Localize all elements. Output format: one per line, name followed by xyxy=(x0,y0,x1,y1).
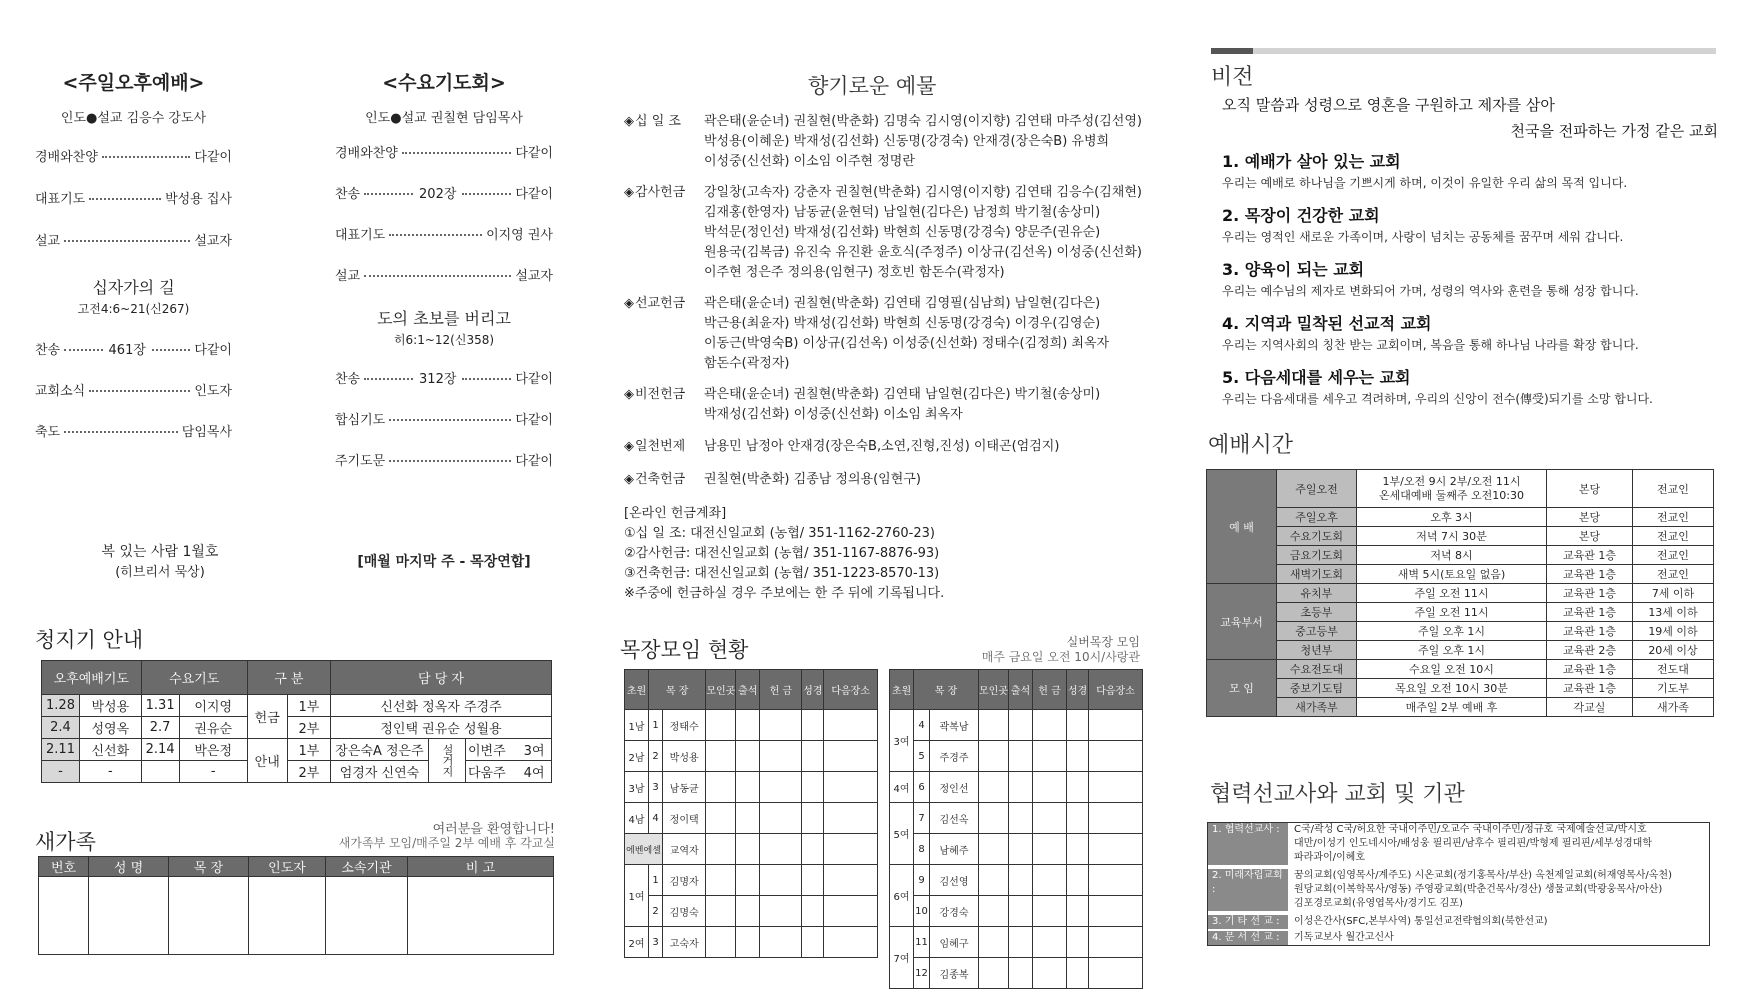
num-cell: 2 xyxy=(649,741,663,772)
leader-cell: 남동균 xyxy=(663,772,706,803)
target-cell: 20세 이상 xyxy=(1633,641,1714,660)
sermon-title: 도의 초보를 버리고 xyxy=(377,309,511,328)
sunday-pm-order xyxy=(35,146,232,249)
col-header: 목 장 xyxy=(914,670,979,710)
order-item xyxy=(35,230,232,249)
order-item xyxy=(335,409,553,428)
num-cell: 2 xyxy=(649,896,663,927)
order-label: 대표기도 xyxy=(35,192,86,207)
time-cell: 수요일 오전 10시 xyxy=(1357,660,1547,679)
offering-list xyxy=(624,112,1144,604)
offering-group xyxy=(624,183,1144,283)
target-cell: 7세 이하 xyxy=(1633,584,1714,603)
time-cell: 목요일 오전 10시 30분 xyxy=(1357,679,1547,698)
order-label: 축도 xyxy=(35,425,61,440)
num-cell: 10 xyxy=(914,896,930,927)
offering-label: ◈ 건축헌금 xyxy=(624,470,704,490)
name-cell: 신선화 xyxy=(80,739,142,761)
vision-text: 우리는 예배로 하나님을 기쁘시게 하며, 이것이 유일한 우리 삶의 목적 입니다. xyxy=(1222,176,1628,190)
time-cell: 주일 오후 1시 xyxy=(1357,641,1547,660)
cho-cell: 2여 xyxy=(625,927,649,958)
offering-label: ◈ 십 일 조 xyxy=(624,112,704,172)
order-item xyxy=(335,450,553,469)
top-rule xyxy=(1211,48,1716,54)
cho-cell: 2남 xyxy=(625,741,649,772)
col-header: 소속기관 xyxy=(326,857,408,877)
vision-text: 우리는 예수님의 제자로 변화되어 가며, 성령의 역사와 훈련을 통해 성장 합니다. xyxy=(1222,284,1639,298)
order-label: 경배와찬양 xyxy=(335,146,398,161)
service-name: 새벽기도회 xyxy=(1277,565,1357,584)
col-header: 다음장소 xyxy=(824,670,878,710)
place-cell: 교육관 1층 xyxy=(1547,622,1633,641)
offering-line: 이성중(신선화) 이소임 이주현 정명란 xyxy=(704,154,915,169)
partner-label: 4. 문 서 선 교 : xyxy=(1208,931,1288,945)
empty-cell[interactable] xyxy=(89,877,169,955)
order-value: 다같이 xyxy=(515,413,553,428)
col-header: 목 장 xyxy=(649,670,706,710)
cho-cell: 4남 xyxy=(625,803,649,834)
order-value: 다같이 xyxy=(515,187,553,202)
num-cell: 12 xyxy=(914,958,930,989)
col-header: 비 고 xyxy=(408,857,554,877)
order-item xyxy=(335,224,553,243)
offering-line: 이동근(박영숙B) 이상규(김선옥) 이성중(신선화) 정태수(김정희) 최옥자 xyxy=(704,336,1110,351)
num-cell: 3 xyxy=(649,927,663,958)
worship-title: 예배시간 xyxy=(1208,433,1294,458)
part-cell: 2부 xyxy=(287,717,330,739)
offering-line: 남용민 남정아 안재경(장은숙B,소연,진형,진성) 이태곤(엄검지) xyxy=(704,439,1060,454)
num-cell: 1 xyxy=(649,865,663,896)
service-name: 주일오전 xyxy=(1277,470,1357,508)
order-item xyxy=(335,368,553,387)
order-value: 다같이 xyxy=(515,146,553,161)
order-value: 다같이 xyxy=(515,454,553,469)
col-header: 인도자 xyxy=(249,857,326,877)
partner-line: 기독교보사 월간고신사 xyxy=(1294,932,1394,943)
date-cell: 2.7 xyxy=(141,717,179,739)
order-value: 설교자 xyxy=(515,269,553,284)
offering-group xyxy=(624,385,1144,425)
offering-line: 권칠현(박춘화) 김종남 정의용(임현구) xyxy=(704,472,921,487)
leader-cell: 임혜구 xyxy=(930,927,979,958)
part-cell: 1부 xyxy=(287,695,330,717)
col-header: 오후예배기도 xyxy=(42,661,142,695)
offering-line: 곽은태(윤순녀) 권칠현(박춘화) 김연태 남일현(김다은) 박기철(송상미) xyxy=(704,387,1101,402)
offering-label: ◈ 비전헌금 xyxy=(624,385,704,425)
leader-cell: 정이택 xyxy=(663,803,706,834)
name-cell: - xyxy=(80,761,142,783)
leader-cell: 고숙자 xyxy=(663,927,706,958)
order-item xyxy=(35,188,232,207)
vision-title: 비전 xyxy=(1211,65,1254,90)
partner-row xyxy=(1208,869,1709,911)
order-item xyxy=(335,265,553,284)
newfamily-sub: 새가족부 모임/매주일 2부 예배 후 각교실 xyxy=(338,836,555,850)
order-value: 다같이 xyxy=(194,150,232,165)
offering-line: 원용국(김복금) 유진숙 유진환 윤호식(주정주) 이상규(김선옥) 이성중(신선화) xyxy=(704,245,1142,260)
online-note: ※주중에 헌금하실 경우 주보에는 한 주 뒤에 기록됩니다. xyxy=(624,586,945,601)
offering-line: 이주현 정은주 정의용(임현구) 정호빈 함돈수(곽정자) xyxy=(704,265,1005,280)
empty-cell[interactable] xyxy=(408,877,554,955)
offering-line: 함돈수(곽정자) xyxy=(704,356,790,371)
wednesday-title: <수요기도회> xyxy=(382,72,506,94)
col-header: 초원 xyxy=(625,670,649,710)
sunday-pm-leader: 인도●설교 김응수 강도사 xyxy=(60,111,207,126)
place-cell: 교육관 1층 xyxy=(1547,660,1633,679)
num-cell: 4 xyxy=(649,803,663,834)
order-label: 찬송 xyxy=(335,187,361,202)
date-cell: - xyxy=(42,761,80,783)
order-value: 담임목사 xyxy=(181,425,232,440)
cho-cell: 1남 xyxy=(625,710,649,741)
target-cell: 전교인 xyxy=(1633,470,1714,508)
mokjang-title: 목장모임 현황 xyxy=(620,638,749,662)
seat-count: 3여 xyxy=(523,744,545,759)
cho-cell: 3여 xyxy=(890,710,914,772)
num-cell: 7 xyxy=(914,803,930,834)
col-header: 헌 금 xyxy=(1033,670,1067,710)
leader-cell: 김종복 xyxy=(930,958,979,989)
col-header: 수요기도 xyxy=(141,661,247,695)
partner-row xyxy=(1208,823,1709,865)
leader-cell: 김선영 xyxy=(930,865,979,896)
offering-line: 곽은태(윤순녀) 권칠현(박춘화) 김연태 김영필(심남희) 남일현(김다은) xyxy=(704,296,1101,311)
order-value: 다같이 xyxy=(194,343,232,358)
date-cell: 1.28 xyxy=(42,695,80,717)
partner-label: 3. 기 타 선 교 : xyxy=(1208,915,1288,929)
cho-cell: 5여 xyxy=(890,803,914,865)
online-title: [온라인 헌금계좌] xyxy=(624,506,727,521)
order-value: 박성용 집사 xyxy=(165,192,232,207)
partner-line: C국/곽성 C국/허요한 국내이주민/오교수 국내이주민/정규호 국제예술선교/박시호 xyxy=(1294,824,1647,835)
place-cell: 교육관 1층 xyxy=(1547,565,1633,584)
wednesday-section xyxy=(335,68,553,469)
vision-heading: 4. 지역과 밀착된 선교적 교회 xyxy=(1222,314,1432,333)
service-name: 초등부 xyxy=(1277,603,1357,622)
place-cell: 교육관 1층 xyxy=(1547,546,1633,565)
top-rule-accent xyxy=(1211,48,1253,54)
place-cell: 교육관 2층 xyxy=(1547,641,1633,660)
time-cell: 저녁 8시 xyxy=(1357,546,1547,565)
date-cell: 1.31 xyxy=(141,695,179,717)
seat-name: 다움주 xyxy=(467,766,506,781)
num-cell: 6 xyxy=(914,772,930,803)
date-cell: 2.11 xyxy=(42,739,80,761)
partner-line: 원당교회(이복학목사/영동) 주영광교회(박춘건목사/경산) 생물교회(박광웅목사/아산) xyxy=(1294,884,1663,895)
target-cell: 기도부 xyxy=(1633,679,1714,698)
special-cell: 에벤에셀 xyxy=(625,834,663,865)
col-header: 성경 xyxy=(802,670,824,710)
worship-table xyxy=(1206,469,1714,717)
offering-group xyxy=(624,470,1144,490)
place-cell: 본당 xyxy=(1547,470,1633,508)
col-header: 목 장 xyxy=(169,857,249,877)
target-cell: 전교인 xyxy=(1633,527,1714,546)
target-cell: 전교인 xyxy=(1633,565,1714,584)
service-name: 수요전도대 xyxy=(1277,660,1357,679)
col-header: 초원 xyxy=(890,670,914,710)
leader-cell: 강경숙 xyxy=(930,896,979,927)
date-cell: 2.4 xyxy=(42,717,80,739)
staff-cell: 신선화 정옥자 주경주 xyxy=(330,695,551,717)
staff-cell: 장은숙A 정은주 xyxy=(330,739,428,761)
order-value: 인도자 xyxy=(194,384,232,399)
vision-text: 우리는 지역사회의 칭찬 받는 교회이며, 복음을 통해 하나님 나라를 확장 합니다. xyxy=(1222,338,1639,352)
silver-title: 실버목장 모임 xyxy=(1066,635,1140,649)
group-cell: 안내 xyxy=(247,739,287,783)
newfamily-table xyxy=(38,856,554,955)
date-cell xyxy=(141,761,179,783)
leader-cell: 교역자 xyxy=(663,834,706,865)
partner-label: 1. 협력선교사 : xyxy=(1208,823,1288,865)
empty-cell[interactable] xyxy=(326,877,408,955)
sermon-ref: 고전4:6~21(신267) xyxy=(77,302,190,316)
part-cell: 1부 xyxy=(287,739,330,761)
cho-cell: 3남 xyxy=(625,772,649,803)
seat-row xyxy=(465,739,551,761)
offering-title: 향기로운 예물 xyxy=(808,74,937,98)
offering-line: 박성용(이혜운) 박재성(김선화) 신동명(강경숙) 안재경(장은숙B) 유병희 xyxy=(704,134,1110,149)
order-item xyxy=(35,146,232,165)
vision-line1: 오직 말씀과 성령으로 영혼을 구원하고 제자를 삼아 xyxy=(1222,96,1555,114)
order-item xyxy=(335,183,553,202)
time-cell: 매주일 2부 예배 후 xyxy=(1357,698,1547,717)
offering-line: 박석문(정인선) 박재성(김선화) 박현희 신동명(강경숙) 양문주(권유순) xyxy=(704,225,1101,240)
service-name: 중고등부 xyxy=(1277,622,1357,641)
name-cell: 박성용 xyxy=(80,695,142,717)
sermon-title: 십자가의 길 xyxy=(92,278,175,297)
order-label: 찬송 xyxy=(35,343,61,358)
name-cell: 박은정 xyxy=(179,739,247,761)
num-cell: 4 xyxy=(914,710,930,741)
leader-cell: 김선옥 xyxy=(930,803,979,834)
order-value: 이지영 권사 xyxy=(486,228,553,243)
silver-sub: 매주 금요일 오전 10시/사랑관 xyxy=(981,650,1140,664)
partner-line: 대만/이성기 인도네시아/배성웅 필리핀/남후수 필리핀/박형제 필리핀/세부성경대학 xyxy=(1294,838,1653,849)
offering-line: 박근용(최윤자) 박재성(김선화) 박현희 신동명(강경숙) 이경우(김영순) xyxy=(704,316,1101,331)
name-cell: 성영옥 xyxy=(80,717,142,739)
target-cell: 전교인 xyxy=(1633,508,1714,527)
partner-line: 꿈의교회(임영목사/계주도) 시온교회(정기홍목사/부산) 옥천제일교회(허재영목사/옥천) xyxy=(1294,870,1672,881)
time-cell xyxy=(1357,470,1547,508)
offering-group xyxy=(624,294,1144,374)
leader-cell: 박성용 xyxy=(663,741,706,772)
newfamily-welcome: 여러분을 환영합니다! xyxy=(432,822,555,837)
seat-count: 4여 xyxy=(523,766,545,781)
date-cell: 2.14 xyxy=(141,739,179,761)
target-cell: 전교인 xyxy=(1633,546,1714,565)
cho-cell: 6여 xyxy=(890,865,914,927)
order-item xyxy=(35,421,232,440)
partners-title: 협력선교사와 교회 및 기관 xyxy=(1210,782,1465,807)
service-name: 금요기도회 xyxy=(1277,546,1357,565)
online-account: ③건축헌금: 대전신일교회 (농협/ 351-1223-8570-13) xyxy=(624,566,940,581)
col-header: 담 당 자 xyxy=(330,661,551,695)
order-item xyxy=(335,142,553,161)
stewards-title: 청지기 안내 xyxy=(35,628,144,652)
place-cell: 본당 xyxy=(1547,508,1633,527)
col-header: 헌 금 xyxy=(760,670,802,710)
partners-box xyxy=(1207,822,1710,946)
service-name: 주일오후 xyxy=(1277,508,1357,527)
staff-cell: 정인택 권유순 성월용 xyxy=(330,717,551,739)
col-header: 성경 xyxy=(1067,670,1089,710)
num-cell: 11 xyxy=(914,927,930,958)
vision-text: 우리는 영적인 새로운 가족이며, 사랑이 넘치는 공동체를 꿈꾸며 세워 갑니다. xyxy=(1222,230,1624,244)
mokjang-table-right xyxy=(889,669,1143,989)
sunday-pm-title: <주일오후예배> xyxy=(62,72,205,94)
newfamily-title: 새가족 xyxy=(35,830,96,854)
col-header: 구 분 xyxy=(247,661,330,695)
service-name: 유치부 xyxy=(1277,584,1357,603)
devotional-sub: (히브리서 묵상) xyxy=(115,565,205,580)
leader-cell: 정인선 xyxy=(930,772,979,803)
wednesday-leader: 인도●설교 권칠현 담임목사 xyxy=(365,111,523,126)
order-value: 다같이 xyxy=(515,372,553,387)
name-cell: 이지영 xyxy=(179,695,247,717)
leader-cell: 정태수 xyxy=(663,710,706,741)
col-header: 다음장소 xyxy=(1089,670,1143,710)
staff-cell: 엄경자 신연숙 xyxy=(330,761,428,783)
group-cell: 헌금 xyxy=(247,695,287,739)
order-label: 교회소식 xyxy=(35,384,86,399)
vision-section xyxy=(1222,94,1718,407)
offering-label: ◈ 감사헌금 xyxy=(624,183,704,283)
target-cell: 새가족 xyxy=(1633,698,1714,717)
offering-group xyxy=(624,112,1144,172)
offering-label: ◈ 일천번제 xyxy=(624,437,704,457)
order-hymn: 461장 xyxy=(108,343,146,358)
order-value: 설교자 xyxy=(194,234,232,249)
order-label: 설교 xyxy=(35,234,61,249)
category-cell: 교육부서 xyxy=(1207,584,1277,660)
leader-cell: 김명자 xyxy=(663,865,706,896)
leader-cell: 주경주 xyxy=(930,741,979,772)
offering-line: 강일창(고속자) 강춘자 권칠현(박춘화) 김시영(이지향) 김연태 김응수(김채현) xyxy=(704,185,1142,200)
seat-name: 이변주 xyxy=(467,744,506,759)
devotional-title: 복 있는 사람 1월호 xyxy=(101,544,219,560)
part-cell: 2부 xyxy=(287,761,330,783)
partner-label: 2. 미래자립교회 : xyxy=(1208,869,1288,911)
vision-text: 우리는 다음세대를 세우고 격려하며, 우리의 신앙이 전수(傳受)되기를 소망 합니다. xyxy=(1222,392,1653,406)
target-cell: 13세 이하 xyxy=(1633,603,1714,622)
place-cell: 교육관 1층 xyxy=(1547,603,1633,622)
service-name: 수요기도회 xyxy=(1277,527,1357,546)
cho-cell: 1여 xyxy=(625,865,649,927)
category-cell: 예 배 xyxy=(1207,470,1277,584)
service-name: 중보기도팀 xyxy=(1277,679,1357,698)
empty-cell[interactable] xyxy=(39,877,89,955)
vision-line2: 천국을 전파하는 가정 같은 교회 xyxy=(1510,122,1718,140)
mokjang-union-note: [매월 마지막 주 - 목장연합] xyxy=(357,554,531,570)
col-header: 성 명 xyxy=(89,857,169,877)
offering-line: 박재성(김선화) 이성중(신선화) 이소임 최옥자 xyxy=(704,407,963,422)
offering-line: 김재홍(한영자) 남동균(윤현덕) 남일현(김다은) 남정희 박기철(송상미) xyxy=(704,205,1101,220)
target-cell: 19세 이하 xyxy=(1633,622,1714,641)
col-header: 번호 xyxy=(39,857,89,877)
order-label: 설교 xyxy=(335,269,361,284)
order-item xyxy=(35,380,232,399)
num-cell: 3 xyxy=(649,772,663,803)
order-hymn: 202장 xyxy=(419,187,457,202)
time-cell: 새벽 5시(토요일 없음) xyxy=(1357,565,1547,584)
place-cell: 본당 xyxy=(1547,527,1633,546)
num-cell: 9 xyxy=(914,865,930,896)
empty-cell[interactable] xyxy=(249,877,326,955)
num-cell: 1 xyxy=(649,710,663,741)
order-label: 합심기도 xyxy=(335,413,386,428)
partner-row xyxy=(1208,931,1709,945)
partner-line: 파라과이/이혜호 xyxy=(1294,852,1365,863)
col-header: 출석 xyxy=(1009,670,1033,710)
vision-heading: 1. 예배가 살아 있는 교회 xyxy=(1222,152,1401,171)
order-label: 찬송 xyxy=(335,372,361,387)
sunday-pm-section xyxy=(35,68,232,440)
place-cell: 각교실 xyxy=(1547,698,1633,717)
order-item xyxy=(35,339,232,358)
mokjang-table-left xyxy=(624,669,878,958)
vision-heading: 3. 양육이 되는 교회 xyxy=(1222,260,1365,279)
offering-group xyxy=(624,437,1144,457)
order-label: 대표기도 xyxy=(335,228,386,243)
time-cell: 주일 오후 1시 xyxy=(1357,622,1547,641)
cho-cell: 7여 xyxy=(890,927,914,989)
col-header: 출석 xyxy=(736,670,760,710)
online-accounts xyxy=(624,504,1144,604)
seat-row xyxy=(465,761,551,783)
time-cell: 저녁 7시 30분 xyxy=(1357,527,1547,546)
service-name: 새가족부 xyxy=(1277,698,1357,717)
col-header: 모인곳 xyxy=(706,670,736,710)
stewards-table xyxy=(41,660,552,783)
time-cell: 주일 오전 11시 xyxy=(1357,603,1547,622)
time-cell: 주일 오전 11시 xyxy=(1357,584,1547,603)
time-text: 1부/오전 9시 2부/오전 11시 온세대예배 둘째주 오전10:30 xyxy=(1379,474,1524,502)
leader-cell: 남혜주 xyxy=(930,834,979,865)
col-header: 모인곳 xyxy=(979,670,1009,710)
place-cell: 교육관 1층 xyxy=(1547,584,1633,603)
online-account: ②감사헌금: 대전신일교회 (농협/ 351-1167-8876-93) xyxy=(624,546,940,561)
place-cell: 교육관 1층 xyxy=(1547,679,1633,698)
leader-cell: 김명숙 xyxy=(663,896,706,927)
vision-heading: 5. 다음세대를 세우는 교회 xyxy=(1222,368,1411,387)
partner-row xyxy=(1208,915,1709,929)
offering-line: 곽은태(윤순녀) 권칠현(박춘화) 김명숙 김시영(이지향) 김연태 마주성(김선영) xyxy=(704,114,1142,129)
name-cell: 권유순 xyxy=(179,717,247,739)
order-label: 경배와찬양 xyxy=(35,150,98,165)
seat-cell: 설거지 xyxy=(428,739,465,783)
order-hymn: 312장 xyxy=(419,372,457,387)
empty-cell[interactable] xyxy=(169,877,249,955)
num-cell: 8 xyxy=(914,834,930,865)
num-cell: 5 xyxy=(914,741,930,772)
service-name: 청년부 xyxy=(1277,641,1357,660)
online-account: ①십 일 조: 대전신일교회 (농협/ 351-1162-2760-23) xyxy=(624,526,935,541)
category-cell: 모 임 xyxy=(1207,660,1277,717)
partner-line: 김포경로교회(유영엽목사/경기도 김포) xyxy=(1294,898,1463,909)
partner-line: 이성은간사(SFC,본부사역) 통일선교전략협의회(북한선교) xyxy=(1294,916,1548,927)
sermon-ref: 히6:1~12(신358) xyxy=(393,333,495,347)
leader-cell: 곽복남 xyxy=(930,710,979,741)
order-label: 주기도문 xyxy=(335,454,386,469)
vision-heading: 2. 목장이 건강한 교회 xyxy=(1222,206,1380,225)
time-cell: 오후 3시 xyxy=(1357,508,1547,527)
offering-label: ◈ 선교헌금 xyxy=(624,294,704,374)
name-cell: - xyxy=(179,761,247,783)
target-cell: 전도대 xyxy=(1633,660,1714,679)
cho-cell: 4여 xyxy=(890,772,914,803)
